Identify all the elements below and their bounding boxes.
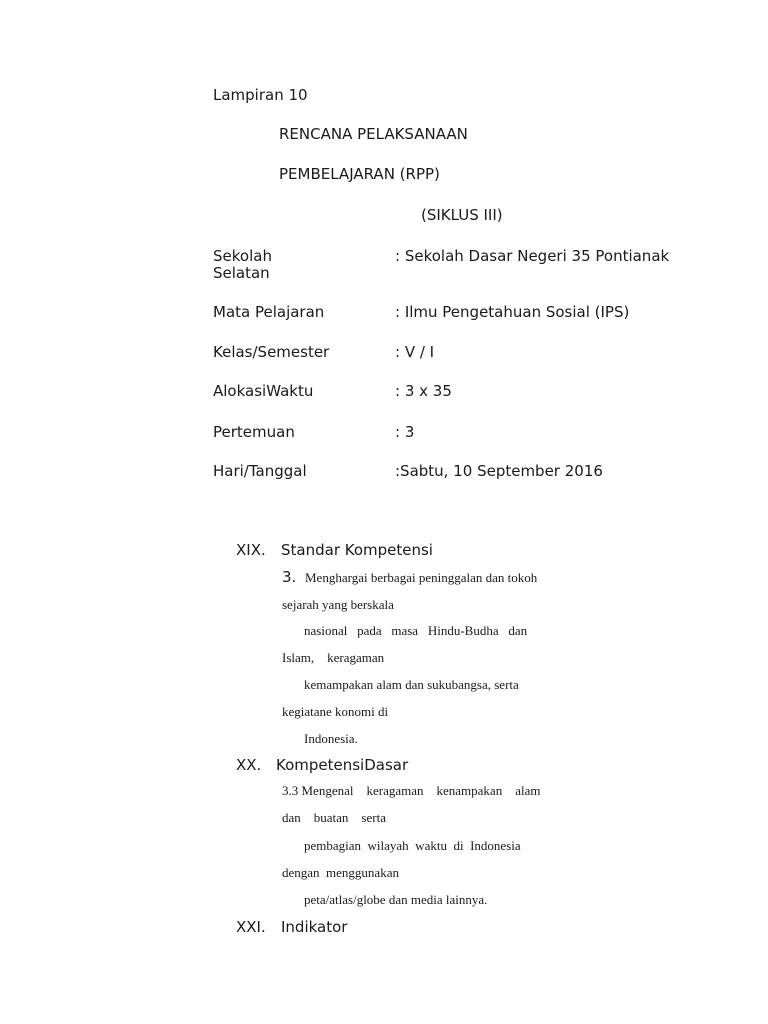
attachment-label: Lampiran 10: [213, 86, 308, 104]
sk-line: Indonesia.: [304, 731, 358, 746]
info-label-school: Sekolah: [213, 247, 272, 265]
info-value-school-continuation: Selatan: [213, 264, 270, 282]
section-sk-title: Standar Kompetensi: [281, 541, 433, 559]
section-indikator-number: XXI.: [236, 918, 266, 936]
section-indikator-title: Indikator: [281, 918, 348, 936]
section-kd-title: KompetensiDasar: [276, 756, 409, 774]
kd-line: 3.3 Mengenal keragaman kenampakan alam: [282, 783, 541, 798]
info-label-meeting: Pertemuan: [213, 423, 295, 441]
info-label-time: AlokasiWaktu: [213, 382, 314, 400]
kd-line: dengan menggunakan: [282, 865, 399, 880]
info-value-class: : V / I: [395, 343, 435, 361]
sk-item-number: 3.: [282, 568, 297, 586]
info-value-subject: : Ilmu Pengetahuan Sosial (IPS): [395, 303, 630, 321]
info-value-time: : 3 x 35: [395, 382, 452, 400]
info-value-meeting: : 3: [395, 423, 415, 441]
info-label-class: Kelas/Semester: [213, 343, 330, 361]
kd-line: dan buatan serta: [282, 810, 386, 825]
info-label-date: Hari/Tanggal: [213, 462, 307, 480]
kd-line: pembagian wilayah waktu di Indonesia: [304, 838, 521, 853]
info-label-subject: Mata Pelajaran: [213, 303, 325, 321]
sk-line: kemampakan alam dan sukubangsa, serta: [304, 677, 519, 692]
cycle-label: (SIKLUS III): [421, 206, 503, 224]
sk-line: nasional pada masa Hindu-Budha dan: [304, 623, 528, 638]
info-value-school: : Sekolah Dasar Negeri 35 Pontianak: [395, 247, 670, 265]
info-value-date: :Sabtu, 10 September 2016: [395, 462, 603, 480]
kd-line: peta/atlas/globe dan media lainnya.: [304, 892, 488, 907]
sk-line: kegiatane konomi di: [282, 704, 389, 719]
title-line-1: RENCANA PELAKSANAAN: [279, 125, 468, 143]
sk-line: Menghargai berbagai peninggalan dan tokoh: [305, 570, 538, 585]
sk-line: Islam, keragaman: [282, 650, 385, 665]
section-kd-number: XX.: [236, 756, 262, 774]
sk-line: sejarah yang berskala: [282, 597, 394, 612]
section-sk-number: XIX.: [236, 541, 266, 559]
title-line-2: PEMBELAJARAN (RPP): [279, 165, 440, 183]
